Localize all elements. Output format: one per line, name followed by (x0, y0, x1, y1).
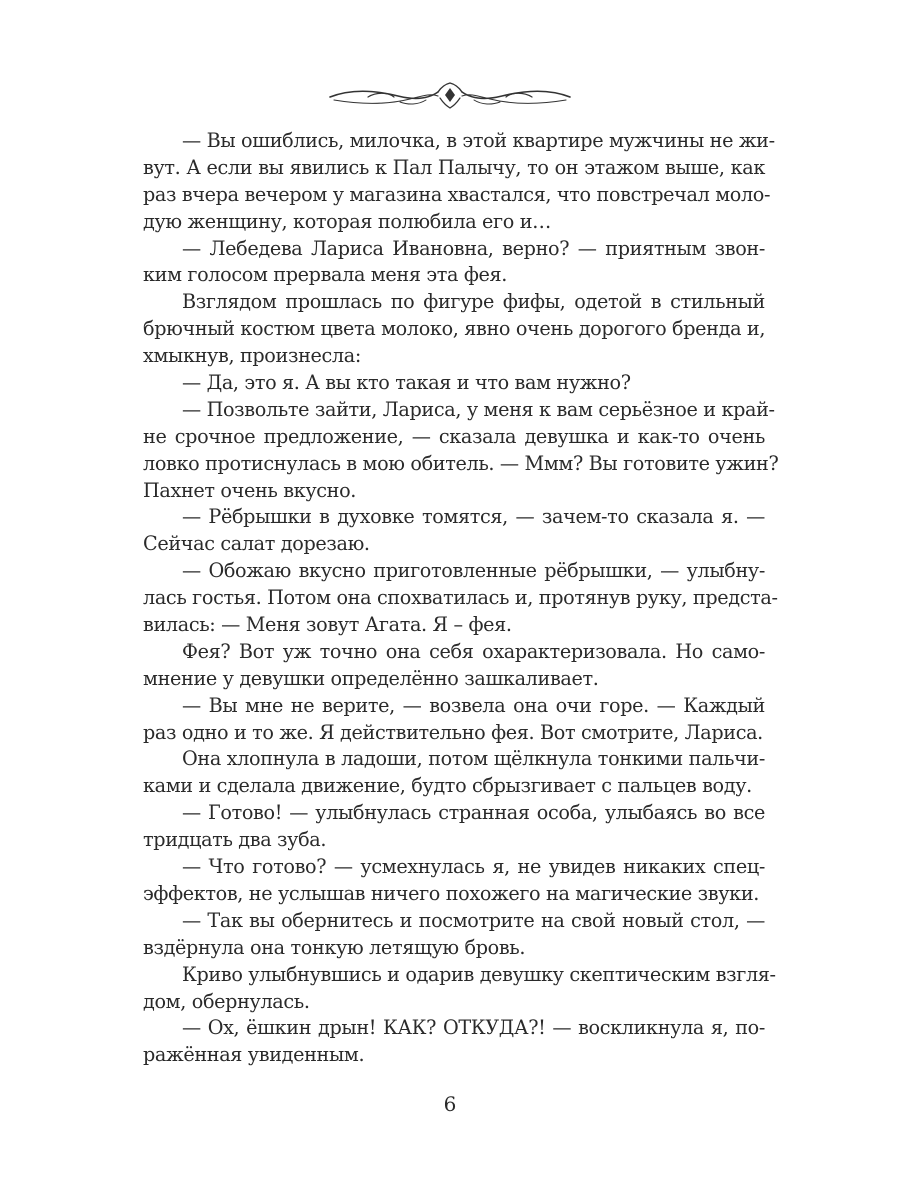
text-line: раз одно и то же. Я действительно фея. Вот смотрите, Лариса. (143, 720, 763, 744)
text-line: — Так вы обернитесь и посмотрите на свой новый стол, — (182, 908, 765, 932)
text-line: — Вы ошиблись, милочка, в этой квартире мужчины не жи- (182, 129, 775, 152)
text-line: вздёрнула она тонкую летящую бровь. (143, 935, 526, 959)
text-line: Фея? Вот уж точно она себя охарактеризовала. Но само- (182, 639, 765, 663)
text-line: не срочное предложение, — сказала девушка и как-то очень (143, 424, 765, 448)
text-line: лась гостья. Потом она спохватилась и, протянув руку, предста- (143, 586, 778, 610)
page-number: 6 (443, 1092, 457, 1116)
text-line: мнение у девушки определённо зашкаливает. (143, 666, 599, 690)
text-line: — Готово! — улыбнулась странная особа, улыбаясь во все (182, 801, 765, 825)
text-line: тридцать два зуба. (143, 828, 327, 852)
text-line: хмыкнув, произнесла: (143, 344, 361, 368)
text-line: Сейчас салат дорезаю. (143, 532, 370, 556)
text-line: ким голосом прервала меня эта фея. (143, 263, 507, 287)
text-line: раз вчера вечером у магазина хвастался, что повстречал моло- (143, 182, 771, 206)
text-line: эффектов, не услышав ничего похожего на магические звуки. (143, 881, 760, 905)
text-line: Криво улыбнувшись и одарив девушку скептическим взгля- (182, 962, 776, 986)
text-line: — Ох, ёшкин дрын! КАК? ОТКУДА?! — воскликнула я, по- (182, 1016, 765, 1040)
body-text (143, 128, 779, 1069)
text-line: дую женщину, которая полюбила его и… (143, 209, 551, 233)
text-line: — Рёбрышки в духовке томятся, — зачем-то сказала я. — (182, 505, 765, 529)
text-line: ловко протиснулась в мою обитель. — Ммм? Вы готовите ужин? (143, 451, 779, 475)
text-line: — Что готово? — усмехнулась я, не увидев никаких спец- (182, 855, 765, 879)
text-line: ражённая увиденным. (143, 1043, 365, 1067)
text-line: — Да, это я. А вы кто такая и что вам нужно? (182, 371, 631, 395)
text-line: ками и сделала движение, будто сбрызгивает с пальцев воду. (143, 774, 752, 798)
text-line: Взглядом прошлась по фигуре фифы, одетой в стильный (182, 290, 765, 314)
text-line: вут. А если вы явились к Пал Палычу, то он этажом выше, как (143, 155, 765, 179)
text-line: — Вы мне не верите, — возвела она очи горе. — Каждый (182, 693, 765, 717)
text-line: Она хлопнула в ладоши, потом щёлкнула тонкими пальчи- (182, 747, 765, 771)
text-line: вилась: — Меня зовут Агата. Я – фея. (143, 613, 512, 637)
text-line: — Позвольте зайти, Лариса, у меня к вам серьёзное и край- (182, 397, 775, 421)
text-line: — Обожаю вкусно приготовленные рёбрышки, — улыбну- (182, 559, 765, 583)
flourish-ornament-icon (328, 78, 572, 114)
text-line: дом, обернулась. (143, 989, 310, 1013)
text-line: Пахнет очень вкусно. (143, 478, 357, 502)
text-line: брючный костюм цвета молоко, явно очень дорогого бренда и, (143, 317, 766, 341)
text-line: — Лебедева Лариса Ивановна, верно? — приятным звон- (182, 236, 765, 260)
